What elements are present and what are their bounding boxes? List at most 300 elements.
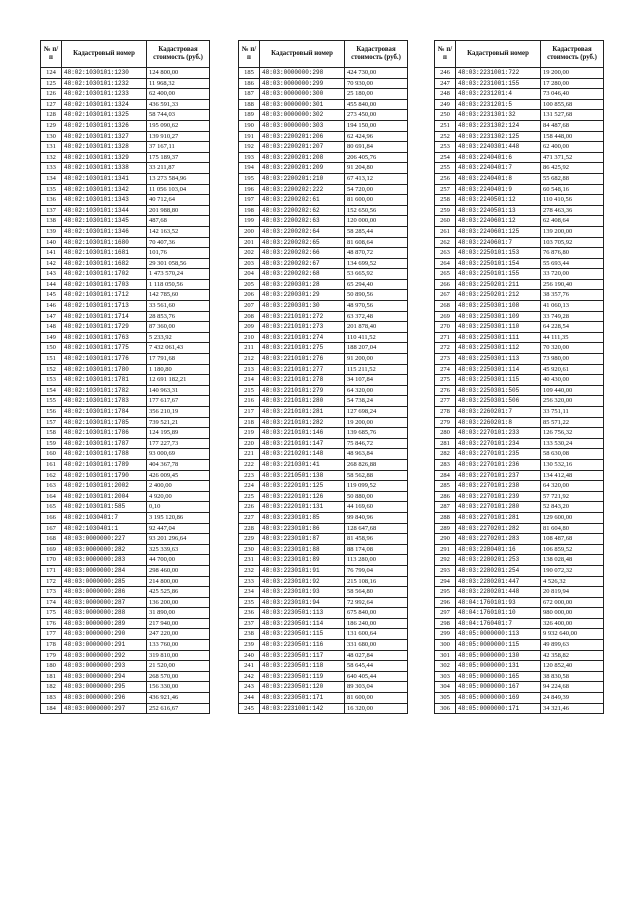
cadastral-value-cell: 50 880,00 — [345, 491, 408, 502]
table-row — [41, 481, 210, 492]
table-row — [239, 555, 408, 566]
table-row — [239, 629, 408, 640]
table-row — [41, 407, 210, 418]
cadastral-value-cell: 70 930,00 — [345, 78, 408, 89]
table-row — [435, 269, 604, 280]
row-number-cell: 202 — [239, 248, 260, 259]
cadastral-number-cell: 48:04:1760101:10 — [456, 608, 541, 619]
table-row — [435, 438, 604, 449]
cadastral-value-cell: 33 211,87 — [147, 163, 210, 174]
cadastral-number-cell: 48:03:2200202:222 — [260, 184, 345, 195]
row-number-cell: 199 — [239, 216, 260, 227]
row-number-cell: 185 — [239, 68, 260, 79]
cadastral-value-cell: 33 749,28 — [541, 311, 604, 322]
table-row — [41, 587, 210, 598]
cadastral-number-cell: 48:03:2230101:94 — [260, 597, 345, 608]
cadastral-number-cell: 48:03:2200301:29 — [260, 290, 345, 301]
cadastral-number-cell: 48:02:1030101:1338 — [62, 163, 147, 174]
cadastral-number-cell: 48:02:1030101:1787 — [62, 438, 147, 449]
row-number-cell: 286 — [435, 491, 456, 502]
row-number-cell: 210 — [239, 332, 260, 343]
table-row — [239, 258, 408, 269]
cadastral-number-cell: 48:02:1030101:1682 — [62, 258, 147, 269]
cadastral-value-cell: 133 530,24 — [541, 438, 604, 449]
row-number-cell: 267 — [435, 290, 456, 301]
cadastral-number-cell: 48:03:2250301:505 — [456, 385, 541, 396]
cadastral-number-cell: 48:03:2240301:448 — [456, 142, 541, 153]
table-row — [435, 290, 604, 301]
row-number-cell: 303 — [435, 671, 456, 682]
cadastral-number-cell: 48:03:0000000:286 — [62, 587, 147, 598]
table-row — [435, 491, 604, 502]
row-number-cell: 126 — [41, 89, 62, 100]
cadastral-value-cell: 177 617,67 — [147, 396, 210, 407]
row-number-cell: 195 — [239, 173, 260, 184]
row-number-cell: 178 — [41, 640, 62, 651]
cadastral-value-cell: 76 876,80 — [541, 248, 604, 259]
cadastral-value-cell: 42 358,82 — [541, 650, 604, 661]
row-number-cell: 254 — [435, 152, 456, 163]
cadastral-value-cell: 158 448,00 — [541, 131, 604, 142]
table-row — [435, 322, 604, 333]
table-row — [239, 173, 408, 184]
cadastral-value-cell: 55 682,88 — [541, 173, 604, 184]
cadastral-value-cell: 110 410,56 — [541, 195, 604, 206]
row-number-cell: 239 — [239, 640, 260, 651]
table-row — [41, 459, 210, 470]
row-number-cell: 252 — [435, 131, 456, 142]
cadastral-value-cell: 278 463,36 — [541, 205, 604, 216]
table-row — [435, 78, 604, 89]
table-row — [41, 152, 210, 163]
table-row — [239, 184, 408, 195]
cadastral-number-cell: 48:03:0000000:285 — [62, 576, 147, 587]
table-row — [435, 597, 604, 608]
table-row — [41, 68, 210, 79]
row-number-cell: 295 — [435, 587, 456, 598]
cadastral-value-cell: 426 009,45 — [147, 470, 210, 481]
row-number-cell: 278 — [435, 407, 456, 418]
row-number-cell: 233 — [239, 576, 260, 587]
cadastral-number-cell: 48:02:1030101:1782 — [62, 385, 147, 396]
row-number-cell: 242 — [239, 671, 260, 682]
header-cadastral-number: Кадастровый номер — [456, 41, 541, 68]
cadastral-value-cell: 152 650,56 — [345, 205, 408, 216]
cadastral-number-cell: 48:03:2200202:65 — [260, 237, 345, 248]
cadastral-value-cell: 44 700,00 — [147, 555, 210, 566]
cadastral-value-cell: 40 712,64 — [147, 195, 210, 206]
row-number-cell: 124 — [41, 68, 62, 79]
table-row — [41, 544, 210, 555]
row-number-cell: 277 — [435, 396, 456, 407]
table-row — [435, 703, 604, 714]
cadastral-value-cell: 124 800,00 — [147, 68, 210, 79]
table-row — [239, 332, 408, 343]
cadastral-value-cell: 16 320,00 — [345, 703, 408, 714]
cadastral-number-cell: 48:03:2240401:7 — [456, 163, 541, 174]
cadastral-number-cell: 48:03:0000000:284 — [62, 565, 147, 576]
table-row — [41, 523, 210, 534]
row-number-cell: 291 — [435, 544, 456, 555]
row-number-cell: 156 — [41, 407, 62, 418]
cadastral-number-cell: 48:03:2231201:4 — [456, 89, 541, 100]
cadastral-number-cell: 48:03:2230501:113 — [260, 608, 345, 619]
row-number-cell: 145 — [41, 290, 62, 301]
cadastral-value-cell: 58 285,44 — [345, 226, 408, 237]
table-row — [435, 343, 604, 354]
table-row — [435, 163, 604, 174]
table-row — [239, 142, 408, 153]
row-number-cell: 258 — [435, 195, 456, 206]
cadastral-value-cell: 62 408,64 — [541, 216, 604, 227]
table-row — [435, 248, 604, 259]
table-row — [435, 629, 604, 640]
row-number-cell: 171 — [41, 565, 62, 576]
row-number-cell: 168 — [41, 534, 62, 545]
table-row — [435, 258, 604, 269]
cadastral-value-cell: 33 720,00 — [541, 269, 604, 280]
row-number-cell: 228 — [239, 523, 260, 534]
table-row — [435, 417, 604, 428]
table-row — [41, 173, 210, 184]
header-cadastral-value: Кадастровая стоимость (руб.) — [345, 41, 408, 68]
cadastral-number-cell: 48:03:2220101:131 — [260, 502, 345, 513]
cadastral-number-cell: 48:05:0000000:165 — [456, 671, 541, 682]
cadastral-value-cell: 19 200,00 — [541, 68, 604, 79]
cadastral-number-cell: 48:03:0000000:283 — [62, 555, 147, 566]
cadastral-number-cell: 48:03:2200201:206 — [260, 131, 345, 142]
table-row — [41, 385, 210, 396]
cadastral-value-cell: 156 330,00 — [147, 682, 210, 693]
row-number-cell: 251 — [435, 120, 456, 131]
cadastral-value-cell: 48 970,56 — [345, 301, 408, 312]
table-row — [435, 512, 604, 523]
cadastral-number-cell: 48:03:2210201:148 — [260, 449, 345, 460]
row-number-cell: 302 — [435, 661, 456, 672]
cadastral-value-cell: 87 360,00 — [147, 322, 210, 333]
table-row — [239, 693, 408, 704]
row-number-cell: 184 — [41, 703, 62, 714]
cadastral-number-cell: 48:03:2270101:237 — [456, 470, 541, 481]
table-row — [239, 682, 408, 693]
table-row — [435, 142, 604, 153]
header-cadastral-number: Кадастровый номер — [62, 41, 147, 68]
cadastral-number-cell: 48:04:1760101:93 — [456, 597, 541, 608]
cadastral-number-cell: 48:03:2200301:30 — [260, 301, 345, 312]
cadastral-value-cell: 201 878,40 — [345, 322, 408, 333]
table-row — [435, 89, 604, 100]
cadastral-value-cell: 3 195 120,86 — [147, 512, 210, 523]
row-number-cell: 227 — [239, 512, 260, 523]
cadastral-value-cell: 980 000,00 — [541, 608, 604, 619]
table-row — [239, 407, 408, 418]
cadastral-number-cell: 48:03:2250301:112 — [456, 343, 541, 354]
cadastral-number-cell: 48:03:0000000:282 — [62, 544, 147, 555]
row-number-cell: 155 — [41, 396, 62, 407]
table-row — [435, 682, 604, 693]
cadastral-number-cell: 48:03:2250201:211 — [456, 279, 541, 290]
cadastral-number-cell: 48:02:1030101:1343 — [62, 195, 147, 206]
table-row — [239, 195, 408, 206]
row-number-cell: 281 — [435, 438, 456, 449]
cadastral-number-cell: 48:02:1030101:1327 — [62, 131, 147, 142]
table-row — [239, 354, 408, 365]
row-number-cell: 197 — [239, 195, 260, 206]
cadastral-number-cell: 48:03:2230501:120 — [260, 682, 345, 693]
cadastral-value-cell: 64 228,54 — [541, 322, 604, 333]
cadastral-number-cell: 48:05:0000000:113 — [456, 629, 541, 640]
cadastral-number-cell: 48:03:2240601:12 — [456, 216, 541, 227]
cadastral-value-cell: 4 526,32 — [541, 576, 604, 587]
table-row — [435, 385, 604, 396]
row-number-cell: 296 — [435, 597, 456, 608]
registry-table-column-1 — [40, 40, 210, 714]
table-row — [41, 682, 210, 693]
row-number-cell: 223 — [239, 470, 260, 481]
cadastral-number-cell: 48:03:0000000:294 — [62, 671, 147, 682]
cadastral-value-cell: 80 691,84 — [345, 142, 408, 153]
row-number-cell: 250 — [435, 110, 456, 121]
cadastral-number-cell: 48:03:2230101:85 — [260, 512, 345, 523]
cadastral-number-cell: 48:03:2230501:119 — [260, 671, 345, 682]
table-row — [239, 565, 408, 576]
row-number-cell: 192 — [239, 142, 260, 153]
cadastral-number-cell: 48:03:0000000:298 — [260, 68, 345, 79]
cadastral-value-cell: 115 211,52 — [345, 364, 408, 375]
cadastral-value-cell: 127 698,24 — [345, 407, 408, 418]
cadastral-value-cell: 206 405,76 — [345, 152, 408, 163]
cadastral-value-cell: 48 870,72 — [345, 248, 408, 259]
cadastral-number-cell: 48:03:2231001:722 — [456, 68, 541, 79]
row-number-cell: 164 — [41, 491, 62, 502]
cadastral-number-cell: 48:03:2250301:506 — [456, 396, 541, 407]
cadastral-value-cell: 436 591,33 — [147, 99, 210, 110]
row-number-cell: 172 — [41, 576, 62, 587]
header-cadastral-number: Кадастровый номер — [260, 41, 345, 68]
cadastral-value-cell: 11 056 103,04 — [147, 184, 210, 195]
cadastral-value-cell: 190 072,32 — [541, 565, 604, 576]
cadastral-number-cell: 48:03:2210101:277 — [260, 364, 345, 375]
cadastral-value-cell: 58 645,44 — [345, 661, 408, 672]
row-number-cell: 274 — [435, 364, 456, 375]
cadastral-number-cell: 48:03:2231001:142 — [260, 703, 345, 714]
cadastral-value-cell: 38 830,58 — [541, 671, 604, 682]
cadastral-value-cell: 73 046,40 — [541, 89, 604, 100]
row-number-cell: 183 — [41, 693, 62, 704]
cadastral-value-cell: 65 294,40 — [345, 279, 408, 290]
row-number-cell: 215 — [239, 385, 260, 396]
row-number-cell: 180 — [41, 661, 62, 672]
cadastral-value-cell: 21 520,00 — [147, 661, 210, 672]
cadastral-number-cell: 48:03:0000000:289 — [62, 618, 147, 629]
table-row — [435, 459, 604, 470]
cadastral-value-cell: 436 921,46 — [147, 693, 210, 704]
table-row — [239, 576, 408, 587]
table-row — [41, 555, 210, 566]
cadastral-value-cell: 57 721,92 — [541, 491, 604, 502]
cadastral-number-cell: 48:03:2270101:233 — [456, 428, 541, 439]
row-number-cell: 133 — [41, 163, 62, 174]
table-row — [435, 237, 604, 248]
table-row — [435, 173, 604, 184]
cadastral-number-cell: 48:03:0000000:292 — [62, 650, 147, 661]
table-row — [239, 608, 408, 619]
cadastral-number-cell: 48:03:2250301:111 — [456, 332, 541, 343]
cadastral-value-cell: 268 570,00 — [147, 671, 210, 682]
cadastral-number-cell: 48:03:0000000:301 — [260, 99, 345, 110]
row-number-cell: 225 — [239, 491, 260, 502]
table-row — [41, 248, 210, 259]
row-number-cell: 304 — [435, 682, 456, 693]
cadastral-value-cell: 62 400,00 — [541, 142, 604, 153]
cadastral-value-cell: 91 200,00 — [345, 354, 408, 365]
cadastral-value-cell: 188 207,04 — [345, 343, 408, 354]
row-number-cell: 299 — [435, 629, 456, 640]
cadastral-value-cell: 24 849,39 — [541, 693, 604, 704]
table-row — [239, 131, 408, 142]
cadastral-value-cell: 134 699,52 — [345, 258, 408, 269]
row-number-cell: 170 — [41, 555, 62, 566]
cadastral-number-cell: 48:03:2210101:273 — [260, 322, 345, 333]
row-number-cell: 297 — [435, 608, 456, 619]
cadastral-number-cell: 48:03:2250201:212 — [456, 290, 541, 301]
table-row — [239, 311, 408, 322]
cadastral-number-cell: 48:03:2200202:66 — [260, 248, 345, 259]
row-number-cell: 207 — [239, 301, 260, 312]
cadastral-number-cell: 48:03:2230101:91 — [260, 565, 345, 576]
cadastral-number-cell: 48:03:2231201:5 — [456, 99, 541, 110]
cadastral-number-cell: 48:05:0000000:130 — [456, 650, 541, 661]
cadastral-number-cell: 48:03:2230101:92 — [260, 576, 345, 587]
table-row — [435, 152, 604, 163]
cadastral-value-cell: 81 600,00 — [345, 195, 408, 206]
cadastral-number-cell: 48:03:2210101:147 — [260, 438, 345, 449]
row-number-cell: 153 — [41, 375, 62, 386]
cadastral-value-cell: 49 899,63 — [541, 640, 604, 651]
table-row — [239, 364, 408, 375]
cadastral-value-cell: 29 301 058,56 — [147, 258, 210, 269]
table-row — [435, 68, 604, 79]
row-number-cell: 190 — [239, 120, 260, 131]
row-number-cell: 271 — [435, 332, 456, 343]
cadastral-value-cell: 62 400,00 — [147, 89, 210, 100]
cadastral-value-cell: 91 204,80 — [345, 163, 408, 174]
table-row — [41, 301, 210, 312]
cadastral-value-cell: 11 968,32 — [147, 78, 210, 89]
table-row — [435, 608, 604, 619]
cadastral-value-cell: 131 527,68 — [541, 110, 604, 121]
cadastral-value-cell: 58 744,03 — [147, 110, 210, 121]
row-number-cell: 177 — [41, 629, 62, 640]
table-row — [41, 597, 210, 608]
cadastral-value-cell: 120 852,40 — [541, 661, 604, 672]
cadastral-value-cell: 139 685,76 — [345, 428, 408, 439]
row-number-cell: 265 — [435, 269, 456, 280]
cadastral-number-cell: 48:03:2210101:272 — [260, 311, 345, 322]
table-row — [41, 650, 210, 661]
cadastral-number-cell: 48:02:1030101:1342 — [62, 184, 147, 195]
cadastral-number-cell: 48:03:2210101:276 — [260, 354, 345, 365]
cadastral-number-cell: 48:03:2210101:146 — [260, 428, 345, 439]
table-row — [435, 279, 604, 290]
header-cadastral-value: Кадастровая стоимость (руб.) — [147, 41, 210, 68]
row-number-cell: 289 — [435, 523, 456, 534]
table-row — [239, 343, 408, 354]
row-number-cell: 176 — [41, 618, 62, 629]
row-number-cell: 222 — [239, 459, 260, 470]
cadastral-number-cell: 48:03:2270201:283 — [456, 534, 541, 545]
row-number-cell: 142 — [41, 258, 62, 269]
cadastral-value-cell: 455 840,00 — [345, 99, 408, 110]
table-row — [239, 587, 408, 598]
table-row — [435, 671, 604, 682]
row-number-cell: 256 — [435, 173, 456, 184]
cadastral-number-cell: 48:03:2200201:207 — [260, 142, 345, 153]
cadastral-number-cell: 48:03:2231301:32 — [456, 110, 541, 121]
cadastral-value-cell: 70 407,36 — [147, 237, 210, 248]
cadastral-number-cell: 48:02:1030101:1232 — [62, 78, 147, 89]
row-number-cell: 272 — [435, 343, 456, 354]
header-row — [239, 41, 408, 68]
cadastral-number-cell: 48:03:2220101:126 — [260, 491, 345, 502]
cadastral-value-cell: 73 980,00 — [541, 354, 604, 365]
cadastral-value-cell: 256 190,40 — [541, 279, 604, 290]
cadastral-value-cell: 41 060,13 — [541, 301, 604, 312]
cadastral-value-cell: 31 890,00 — [147, 608, 210, 619]
table-row — [239, 205, 408, 216]
cadastral-number-cell: 48:03:0000000:291 — [62, 640, 147, 651]
cadastral-value-cell: 139 910,27 — [147, 131, 210, 142]
table-row — [435, 195, 604, 206]
cadastral-number-cell: 48:03:2250301:113 — [456, 354, 541, 365]
cadastral-value-cell: 81 600,00 — [345, 693, 408, 704]
row-number-cell: 159 — [41, 438, 62, 449]
table-row — [41, 470, 210, 481]
cadastral-number-cell: 48:02:1030101:1233 — [62, 89, 147, 100]
cadastral-number-cell: 48:03:2250301:108 — [456, 301, 541, 312]
table-row — [41, 375, 210, 386]
row-number-cell: 154 — [41, 385, 62, 396]
cadastral-number-cell: 48:03:0000000:299 — [260, 78, 345, 89]
cadastral-number-cell: 48:02:1030101:1681 — [62, 248, 147, 259]
row-number-cell: 188 — [239, 99, 260, 110]
row-number-cell: 150 — [41, 343, 62, 354]
cadastral-value-cell: 134 412,48 — [541, 470, 604, 481]
cadastral-number-cell: 48:02:1030101:2002 — [62, 481, 147, 492]
cadastral-number-cell: 48:03:2280201:253 — [456, 555, 541, 566]
row-number-cell: 162 — [41, 470, 62, 481]
cadastral-number-cell: 48:05:0000000:171 — [456, 703, 541, 714]
cadastral-value-cell: 194 150,00 — [345, 120, 408, 131]
cadastral-value-cell: 675 840,00 — [345, 608, 408, 619]
table-row — [239, 237, 408, 248]
cadastral-value-cell: 58 564,80 — [345, 587, 408, 598]
registry-table-column-2 — [238, 40, 408, 714]
table-row — [239, 544, 408, 555]
table-row — [239, 110, 408, 121]
table-row — [435, 587, 604, 598]
table-row — [239, 226, 408, 237]
cadastral-value-cell: 33 561,60 — [147, 301, 210, 312]
table-row — [435, 523, 604, 534]
table-row — [239, 618, 408, 629]
row-number-cell: 131 — [41, 142, 62, 153]
cadastral-number-cell: 48:03:2200202:61 — [260, 195, 345, 206]
cadastral-number-cell: 48:03:2270101:280 — [456, 502, 541, 513]
cadastral-value-table — [238, 40, 408, 714]
cadastral-value-table — [40, 40, 210, 714]
cadastral-number-cell: 48:03:2231302:124 — [456, 120, 541, 131]
